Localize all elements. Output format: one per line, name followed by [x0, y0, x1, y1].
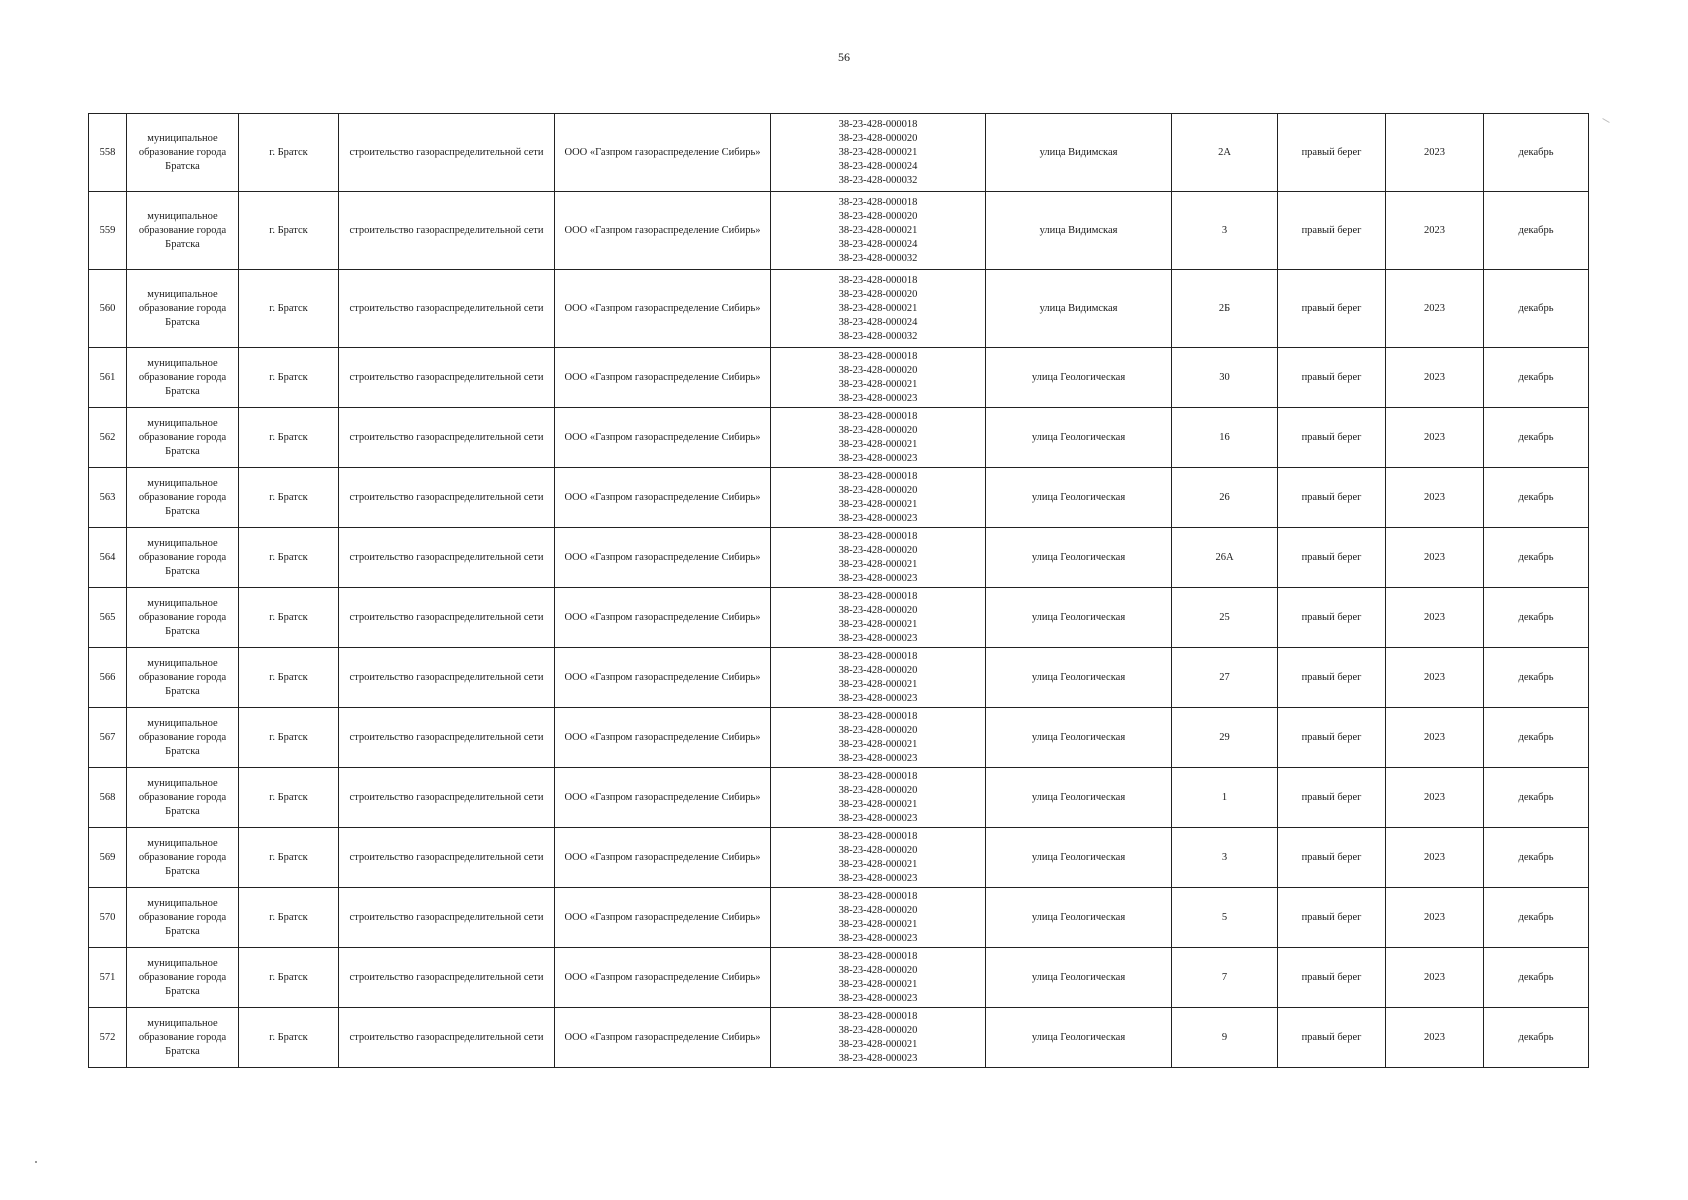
cadastral-number: 38-23-428-000020	[838, 604, 918, 616]
registry-body	[89, 114, 1589, 1068]
cadastral-number: 38-23-428-000018	[838, 590, 918, 602]
year-cell: 2023	[1386, 528, 1484, 588]
cadastral-numbers-cell	[771, 468, 986, 528]
river-bank-cell: правый берег	[1278, 114, 1386, 192]
row-number-cell: 567	[89, 708, 127, 768]
cadastral-number: 38-23-428-000032	[838, 174, 918, 186]
month-cell: декабрь	[1484, 948, 1589, 1008]
cadastral-number: 38-23-428-000021	[838, 302, 918, 314]
house-number-cell: 26А	[1172, 528, 1278, 588]
street-cell: улица Видимская	[986, 270, 1172, 348]
organization-cell: ООО «Газпром газораспределение Сибирь»	[555, 708, 771, 768]
river-bank-cell: правый берег	[1278, 408, 1386, 468]
table-row	[89, 648, 1589, 708]
row-number-cell: 562	[89, 408, 127, 468]
house-number-cell: 30	[1172, 348, 1278, 408]
river-bank-cell: правый берег	[1278, 468, 1386, 528]
table-row	[89, 528, 1589, 588]
cadastral-number: 38-23-428-000021	[838, 1038, 918, 1050]
river-bank-cell: правый берег	[1278, 528, 1386, 588]
year-cell: 2023	[1386, 648, 1484, 708]
house-number-cell: 2А	[1172, 114, 1278, 192]
cadastral-number: 38-23-428-000021	[838, 678, 918, 690]
row-number-cell: 571	[89, 948, 127, 1008]
work-type-cell: строительство газораспределительной сети	[339, 768, 555, 828]
cadastral-number: 38-23-428-000023	[838, 932, 918, 944]
city-cell: г. Братск	[239, 708, 339, 768]
river-bank-cell: правый берег	[1278, 768, 1386, 828]
table-row	[89, 708, 1589, 768]
table-row	[89, 348, 1589, 408]
cadastral-number: 38-23-428-000018	[838, 274, 918, 286]
organization-cell: ООО «Газпром газораспределение Сибирь»	[555, 888, 771, 948]
cadastral-number: 38-23-428-000021	[838, 438, 918, 450]
scan-artifact-mark	[1602, 118, 1609, 123]
cadastral-number: 38-23-428-000018	[838, 650, 918, 662]
year-cell: 2023	[1386, 408, 1484, 468]
cadastral-numbers-cell	[771, 768, 986, 828]
row-number-cell: 558	[89, 114, 127, 192]
cadastral-number: 38-23-428-000020	[838, 210, 918, 222]
house-number-cell: 9	[1172, 1008, 1278, 1068]
street-cell: улица Геологическая	[986, 648, 1172, 708]
table-row	[89, 408, 1589, 468]
row-number-cell: 565	[89, 588, 127, 648]
city-cell: г. Братск	[239, 114, 339, 192]
cadastral-number: 38-23-428-000023	[838, 512, 918, 524]
cadastral-number: 38-23-428-000021	[838, 618, 918, 630]
cadastral-number: 38-23-428-000021	[838, 858, 918, 870]
registry-table	[88, 113, 1589, 1068]
organization-cell: ООО «Газпром газораспределение Сибирь»	[555, 768, 771, 828]
cadastral-number: 38-23-428-000020	[838, 844, 918, 856]
month-cell: декабрь	[1484, 270, 1589, 348]
row-number-cell: 560	[89, 270, 127, 348]
city-cell: г. Братск	[239, 528, 339, 588]
street-cell: улица Видимская	[986, 192, 1172, 270]
cadastral-number: 38-23-428-000018	[838, 770, 918, 782]
work-type-cell: строительство газораспределительной сети	[339, 114, 555, 192]
cadastral-number: 38-23-428-000018	[838, 470, 918, 482]
organization-cell: ООО «Газпром газораспределение Сибирь»	[555, 348, 771, 408]
cadastral-number: 38-23-428-000023	[838, 752, 918, 764]
house-number-cell: 26	[1172, 468, 1278, 528]
organization-cell: ООО «Газпром газораспределение Сибирь»	[555, 828, 771, 888]
year-cell: 2023	[1386, 114, 1484, 192]
street-cell: улица Геологическая	[986, 828, 1172, 888]
cadastral-number: 38-23-428-000021	[838, 146, 918, 158]
month-cell: декабрь	[1484, 192, 1589, 270]
row-number-cell: 559	[89, 192, 127, 270]
month-cell: декабрь	[1484, 768, 1589, 828]
work-type-cell: строительство газораспределительной сети	[339, 708, 555, 768]
river-bank-cell: правый берег	[1278, 828, 1386, 888]
river-bank-cell: правый берег	[1278, 348, 1386, 408]
year-cell: 2023	[1386, 588, 1484, 648]
cadastral-number: 38-23-428-000018	[838, 530, 918, 542]
work-type-cell: строительство газораспределительной сети	[339, 270, 555, 348]
month-cell: декабрь	[1484, 588, 1589, 648]
organization-cell: ООО «Газпром газораспределение Сибирь»	[555, 1008, 771, 1068]
cadastral-numbers-cell	[771, 270, 986, 348]
month-cell: декабрь	[1484, 648, 1589, 708]
scan-artifact-dot	[35, 1161, 37, 1163]
river-bank-cell: правый берег	[1278, 888, 1386, 948]
owner-entity-cell: муниципальное образование города Братска	[127, 888, 239, 948]
cadastral-numbers-cell	[771, 1008, 986, 1068]
river-bank-cell: правый берег	[1278, 1008, 1386, 1068]
cadastral-numbers-cell	[771, 948, 986, 1008]
owner-entity-cell: муниципальное образование города Братска	[127, 648, 239, 708]
row-number-cell: 570	[89, 888, 127, 948]
month-cell: декабрь	[1484, 348, 1589, 408]
cadastral-numbers-cell	[771, 888, 986, 948]
city-cell: г. Братск	[239, 888, 339, 948]
owner-entity-cell: муниципальное образование города Братска	[127, 768, 239, 828]
street-cell: улица Геологическая	[986, 348, 1172, 408]
row-number-cell: 566	[89, 648, 127, 708]
month-cell: декабрь	[1484, 1008, 1589, 1068]
cadastral-number: 38-23-428-000023	[838, 1052, 918, 1064]
work-type-cell: строительство газораспределительной сети	[339, 828, 555, 888]
house-number-cell: 7	[1172, 948, 1278, 1008]
city-cell: г. Братск	[239, 828, 339, 888]
organization-cell: ООО «Газпром газораспределение Сибирь»	[555, 408, 771, 468]
year-cell: 2023	[1386, 348, 1484, 408]
city-cell: г. Братск	[239, 948, 339, 1008]
work-type-cell: строительство газораспределительной сети	[339, 348, 555, 408]
organization-cell: ООО «Газпром газораспределение Сибирь»	[555, 948, 771, 1008]
table-row	[89, 192, 1589, 270]
cadastral-numbers-cell	[771, 828, 986, 888]
table-row	[89, 588, 1589, 648]
year-cell: 2023	[1386, 948, 1484, 1008]
cadastral-number: 38-23-428-000021	[838, 498, 918, 510]
house-number-cell: 16	[1172, 408, 1278, 468]
table-row	[89, 888, 1589, 948]
work-type-cell: строительство газораспределительной сети	[339, 1008, 555, 1068]
table-row	[89, 948, 1589, 1008]
street-cell: улица Геологическая	[986, 1008, 1172, 1068]
cadastral-number: 38-23-428-000020	[838, 484, 918, 496]
year-cell: 2023	[1386, 468, 1484, 528]
cadastral-number: 38-23-428-000023	[838, 872, 918, 884]
house-number-cell: 29	[1172, 708, 1278, 768]
cadastral-number: 38-23-428-000024	[838, 238, 918, 250]
cadastral-number: 38-23-428-000020	[838, 364, 918, 376]
house-number-cell: 27	[1172, 648, 1278, 708]
cadastral-number: 38-23-428-000023	[838, 812, 918, 824]
city-cell: г. Братск	[239, 648, 339, 708]
cadastral-number: 38-23-428-000021	[838, 738, 918, 750]
cadastral-number: 38-23-428-000020	[838, 132, 918, 144]
work-type-cell: строительство газораспределительной сети	[339, 468, 555, 528]
work-type-cell: строительство газораспределительной сети	[339, 888, 555, 948]
cadastral-numbers-cell	[771, 648, 986, 708]
city-cell: г. Братск	[239, 468, 339, 528]
cadastral-number: 38-23-428-000018	[838, 830, 918, 842]
cadastral-number: 38-23-428-000020	[838, 664, 918, 676]
house-number-cell: 3	[1172, 192, 1278, 270]
month-cell: декабрь	[1484, 528, 1589, 588]
house-number-cell: 1	[1172, 768, 1278, 828]
cadastral-number: 38-23-428-000023	[838, 632, 918, 644]
city-cell: г. Братск	[239, 768, 339, 828]
cadastral-numbers-cell	[771, 708, 986, 768]
cadastral-number: 38-23-428-000021	[838, 558, 918, 570]
cadastral-number: 38-23-428-000018	[838, 118, 918, 130]
street-cell: улица Геологическая	[986, 708, 1172, 768]
cadastral-number: 38-23-428-000018	[838, 710, 918, 722]
table-row	[89, 114, 1589, 192]
month-cell: декабрь	[1484, 468, 1589, 528]
city-cell: г. Братск	[239, 408, 339, 468]
owner-entity-cell: муниципальное образование города Братска	[127, 348, 239, 408]
river-bank-cell: правый берег	[1278, 588, 1386, 648]
cadastral-number: 38-23-428-000032	[838, 330, 918, 342]
cadastral-numbers-cell	[771, 192, 986, 270]
cadastral-number: 38-23-428-000023	[838, 692, 918, 704]
city-cell: г. Братск	[239, 588, 339, 648]
organization-cell: ООО «Газпром газораспределение Сибирь»	[555, 528, 771, 588]
city-cell: г. Братск	[239, 1008, 339, 1068]
month-cell: декабрь	[1484, 408, 1589, 468]
month-cell: декабрь	[1484, 888, 1589, 948]
cadastral-number: 38-23-428-000018	[838, 950, 918, 962]
river-bank-cell: правый берег	[1278, 270, 1386, 348]
cadastral-number: 38-23-428-000021	[838, 798, 918, 810]
cadastral-number: 38-23-428-000020	[838, 1024, 918, 1036]
organization-cell: ООО «Газпром газораспределение Сибирь»	[555, 468, 771, 528]
cadastral-number: 38-23-428-000020	[838, 904, 918, 916]
work-type-cell: строительство газораспределительной сети	[339, 192, 555, 270]
owner-entity-cell: муниципальное образование города Братска	[127, 192, 239, 270]
cadastral-number: 38-23-428-000032	[838, 252, 918, 264]
organization-cell: ООО «Газпром газораспределение Сибирь»	[555, 270, 771, 348]
owner-entity-cell: муниципальное образование города Братска	[127, 588, 239, 648]
month-cell: декабрь	[1484, 708, 1589, 768]
cadastral-number: 38-23-428-000020	[838, 544, 918, 556]
work-type-cell: строительство газораспределительной сети	[339, 408, 555, 468]
year-cell: 2023	[1386, 768, 1484, 828]
city-cell: г. Братск	[239, 192, 339, 270]
street-cell: улица Геологическая	[986, 468, 1172, 528]
year-cell: 2023	[1386, 708, 1484, 768]
house-number-cell: 5	[1172, 888, 1278, 948]
year-cell: 2023	[1386, 270, 1484, 348]
cadastral-number: 38-23-428-000023	[838, 392, 918, 404]
city-cell: г. Братск	[239, 270, 339, 348]
street-cell: улица Геологическая	[986, 768, 1172, 828]
row-number-cell: 564	[89, 528, 127, 588]
row-number-cell: 572	[89, 1008, 127, 1068]
organization-cell: ООО «Газпром газораспределение Сибирь»	[555, 114, 771, 192]
organization-cell: ООО «Газпром газораспределение Сибирь»	[555, 588, 771, 648]
river-bank-cell: правый берег	[1278, 948, 1386, 1008]
cadastral-numbers-cell	[771, 114, 986, 192]
cadastral-number: 38-23-428-000020	[838, 424, 918, 436]
owner-entity-cell: муниципальное образование города Братска	[127, 528, 239, 588]
street-cell: улица Геологическая	[986, 948, 1172, 1008]
cadastral-number: 38-23-428-000021	[838, 378, 918, 390]
cadastral-numbers-cell	[771, 528, 986, 588]
owner-entity-cell: муниципальное образование города Братска	[127, 1008, 239, 1068]
cadastral-number: 38-23-428-000018	[838, 196, 918, 208]
house-number-cell: 25	[1172, 588, 1278, 648]
row-number-cell: 563	[89, 468, 127, 528]
table-row	[89, 768, 1589, 828]
street-cell: улица Геологическая	[986, 408, 1172, 468]
cadastral-number: 38-23-428-000021	[838, 918, 918, 930]
owner-entity-cell: муниципальное образование города Братска	[127, 270, 239, 348]
cadastral-number: 38-23-428-000023	[838, 572, 918, 584]
river-bank-cell: правый берег	[1278, 648, 1386, 708]
cadastral-number: 38-23-428-000024	[838, 316, 918, 328]
cadastral-numbers-cell	[771, 408, 986, 468]
owner-entity-cell: муниципальное образование города Братска	[127, 408, 239, 468]
row-number-cell: 568	[89, 768, 127, 828]
work-type-cell: строительство газораспределительной сети	[339, 588, 555, 648]
street-cell: улица Геологическая	[986, 588, 1172, 648]
page-number: 56	[838, 50, 850, 64]
row-number-cell: 561	[89, 348, 127, 408]
owner-entity-cell: муниципальное образование города Братска	[127, 468, 239, 528]
owner-entity-cell: муниципальное образование города Братска	[127, 708, 239, 768]
cadastral-number: 38-23-428-000023	[838, 452, 918, 464]
owner-entity-cell: муниципальное образование города Братска	[127, 948, 239, 1008]
row-number-cell: 569	[89, 828, 127, 888]
cadastral-number: 38-23-428-000018	[838, 1010, 918, 1022]
table-row	[89, 1008, 1589, 1068]
work-type-cell: строительство газораспределительной сети	[339, 528, 555, 588]
cadastral-numbers-cell	[771, 588, 986, 648]
year-cell: 2023	[1386, 828, 1484, 888]
street-cell: улица Видимская	[986, 114, 1172, 192]
city-cell: г. Братск	[239, 348, 339, 408]
cadastral-number: 38-23-428-000021	[838, 978, 918, 990]
month-cell: декабрь	[1484, 828, 1589, 888]
cadastral-number: 38-23-428-000024	[838, 160, 918, 172]
cadastral-number: 38-23-428-000018	[838, 410, 918, 422]
organization-cell: ООО «Газпром газораспределение Сибирь»	[555, 192, 771, 270]
organization-cell: ООО «Газпром газораспределение Сибирь»	[555, 648, 771, 708]
cadastral-number: 38-23-428-000020	[838, 724, 918, 736]
cadastral-number: 38-23-428-000021	[838, 224, 918, 236]
table-row	[89, 468, 1589, 528]
river-bank-cell: правый берег	[1278, 708, 1386, 768]
work-type-cell: строительство газораспределительной сети	[339, 648, 555, 708]
owner-entity-cell: муниципальное образование города Братска	[127, 828, 239, 888]
cadastral-number: 38-23-428-000018	[838, 350, 918, 362]
year-cell: 2023	[1386, 1008, 1484, 1068]
owner-entity-cell: муниципальное образование города Братска	[127, 114, 239, 192]
house-number-cell: 3	[1172, 828, 1278, 888]
cadastral-number: 38-23-428-000018	[838, 890, 918, 902]
table-row	[89, 270, 1589, 348]
table-row	[89, 828, 1589, 888]
year-cell: 2023	[1386, 888, 1484, 948]
cadastral-numbers-cell	[771, 348, 986, 408]
year-cell: 2023	[1386, 192, 1484, 270]
street-cell: улица Геологическая	[986, 528, 1172, 588]
house-number-cell: 2Б	[1172, 270, 1278, 348]
river-bank-cell: правый берег	[1278, 192, 1386, 270]
work-type-cell: строительство газораспределительной сети	[339, 948, 555, 1008]
month-cell: декабрь	[1484, 114, 1589, 192]
cadastral-number: 38-23-428-000023	[838, 992, 918, 1004]
cadastral-number: 38-23-428-000020	[838, 288, 918, 300]
street-cell: улица Геологическая	[986, 888, 1172, 948]
cadastral-number: 38-23-428-000020	[838, 964, 918, 976]
cadastral-number: 38-23-428-000020	[838, 784, 918, 796]
